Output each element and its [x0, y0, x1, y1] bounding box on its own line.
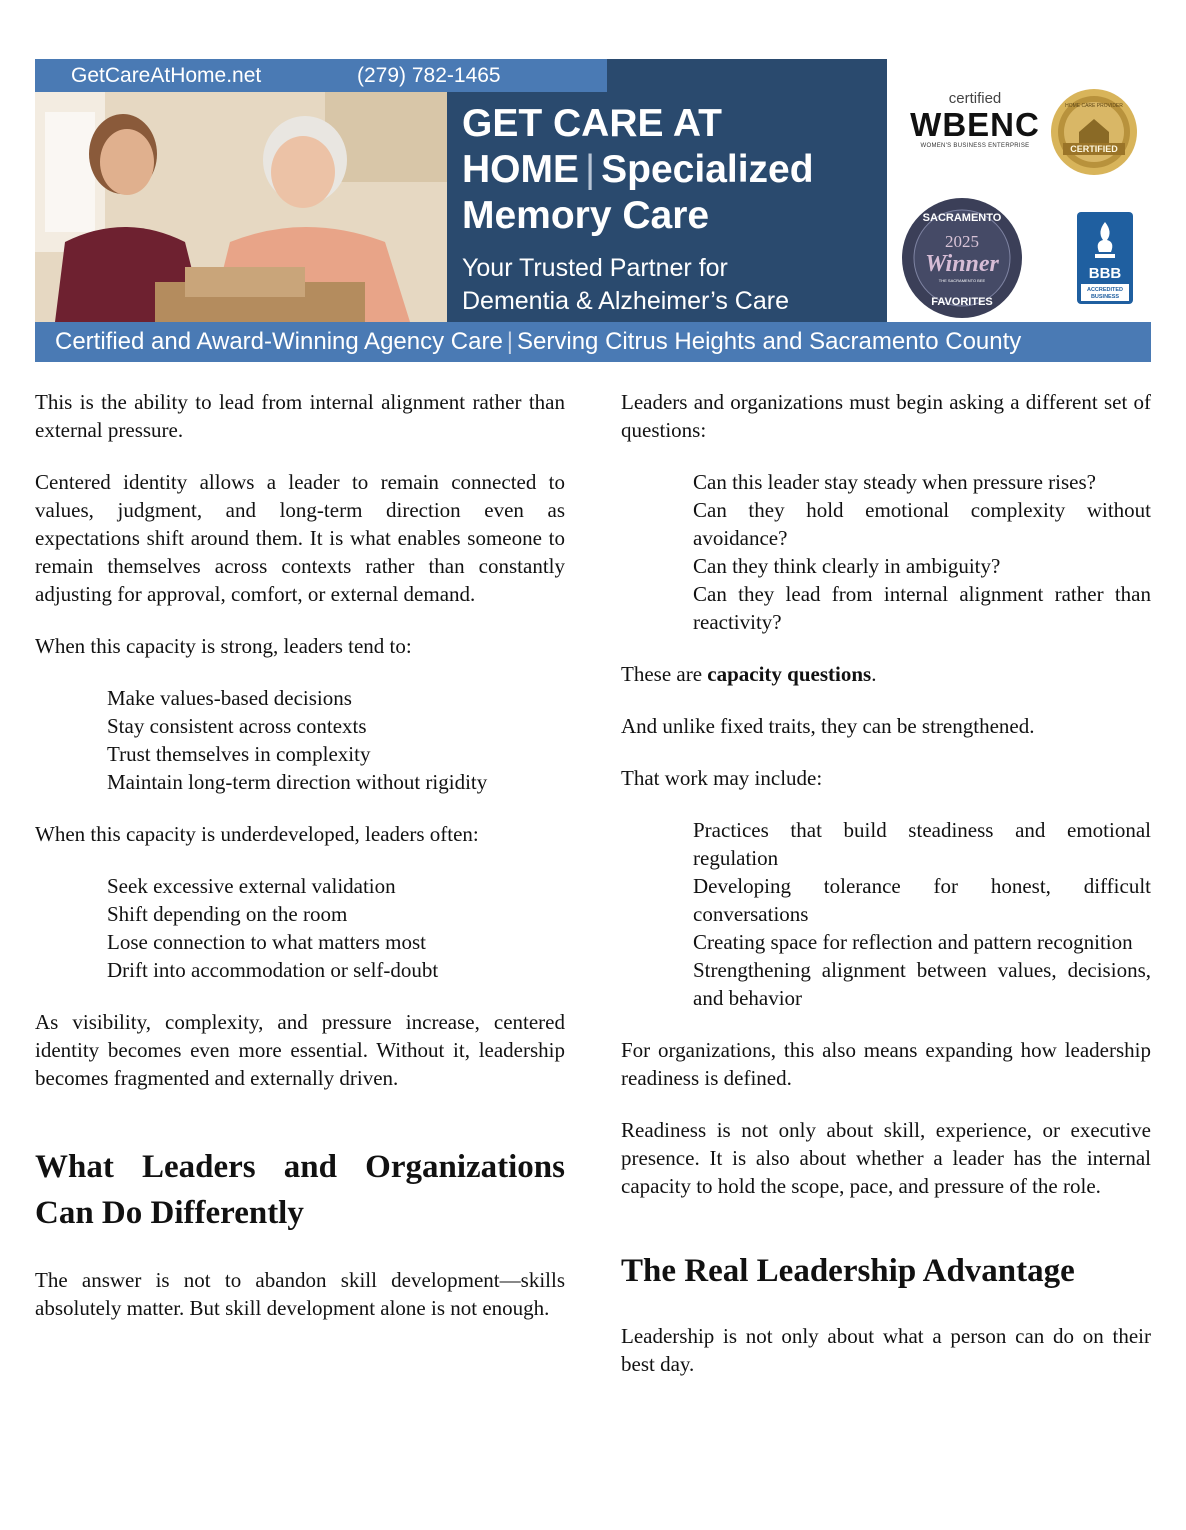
list-item: Strengthening alignment between values, decisions, and behavior: [693, 958, 1151, 1010]
left-column: [35, 388, 565, 1346]
wbenc-name: WBENC: [910, 106, 1040, 143]
seal-top-text: HOME CARE PROVIDER: [1065, 103, 1123, 109]
list-item: Can they think clearly in ambiguity?: [693, 554, 1001, 578]
section-heading-what-leaders: What Leaders and Organizations Can Do Differently: [35, 1149, 565, 1231]
right-paragraph-4: That work may include:: [621, 766, 823, 790]
list-item: Trust themselves in complexity: [107, 742, 371, 766]
headline-separator: |: [585, 148, 596, 191]
bbb-sub2: BUSINESS: [1090, 294, 1120, 300]
left-paragraph-4: When this capacity is underdeveloped, leaders often:: [35, 822, 479, 846]
weak-capacity-list: [35, 872, 565, 984]
left-paragraph-5: As visibility, complexity, and pressure increase, centered identity becomes even more essential. Without it, leadership becomes fragmented and externally driven.: [35, 1010, 565, 1090]
caregiver-photo: [35, 92, 447, 322]
headline-line-3: Memory Care: [462, 194, 710, 237]
list-item: Seek excessive external validation: [107, 874, 396, 898]
subline-2: Dementia & Alzheimer’s Care: [462, 287, 789, 315]
wbenc-badge: [905, 91, 1045, 149]
right-paragraph-6: Readiness is not only about skill, experience, or executive presence. It is also about whether a leader has the internal capacity to hold the scope, pace, and pressure of the role.: [621, 1118, 1151, 1198]
winner-word: Winner: [925, 251, 999, 277]
banner-contact-strip: [35, 59, 607, 92]
ad-banner[interactable]: [35, 59, 1151, 362]
bbb-accredited-icon: [1077, 212, 1133, 304]
left-paragraph-2: Centered identity allows a leader to remain connected to values, judgment, and long-term direction even as expectations shift around them. It is what enables someone to remain themselves across contexts rather than constantly adjusting for approval, comfort, or external demand.: [35, 470, 565, 606]
banner-badges: [887, 59, 1151, 322]
headline-line-2: [462, 147, 882, 193]
list-item: Stay consistent across contexts: [107, 714, 367, 738]
list-item: Creating space for reflection and pattern recognition: [693, 930, 1133, 954]
banner-subline: [462, 252, 882, 318]
subline-1: Your Trusted Partner for: [462, 254, 728, 282]
left-paragraph-1: This is the ability to lead from internal alignment rather than external pressure.: [35, 390, 565, 442]
list-item: Can they hold emotional complexity without avoidance?: [693, 498, 1151, 550]
list-item: Practices that build steadiness and emotional regulation: [693, 818, 1151, 870]
work-list: [621, 816, 1151, 1012]
banner-bottom-separator: |: [506, 328, 514, 355]
banner-headline: [462, 101, 882, 239]
list-item: Maintain long-term direction without rigidity: [107, 770, 488, 794]
banner-website[interactable]: GetCareAtHome.net: [71, 64, 262, 87]
list-item: Lose connection to what matters most: [107, 930, 427, 954]
strong-capacity-list: [35, 684, 565, 796]
section-heading-real-advantage: The Real Leadership Advantage: [621, 1253, 1075, 1289]
caregiver-photo-illustration: [35, 92, 447, 322]
list-item: Drift into accommodation or self-doubt: [107, 958, 439, 982]
bbb-name: BBB: [1088, 265, 1122, 282]
banner-bottom-left: Certified and Award-Winning Agency Care: [55, 328, 503, 355]
right-column: [621, 388, 1151, 1402]
list-item: Can they lead from internal alignment rather than reactivity?: [693, 582, 1151, 634]
sacramento-winner-badge-icon: [901, 197, 1023, 319]
wbenc-subtitle: WOMEN'S BUSINESS ENTERPRISE: [920, 143, 1030, 149]
list-item: Can this leader stay steady when pressure rises?: [693, 470, 1096, 494]
list-item: Make values-based decisions: [107, 686, 352, 710]
p2-prefix: These are: [621, 662, 708, 686]
winner-small-text: THE SACRAMENTO BEE: [938, 278, 986, 283]
winner-bottom-text: FAVORITES: [931, 296, 993, 308]
banner-phone[interactable]: (279) 782-1465: [357, 64, 501, 87]
right-paragraph-5: For organizations, this also means expanding how leadership readiness is defined.: [621, 1038, 1151, 1090]
winner-year: 2025: [945, 232, 979, 251]
wbenc-certified-text: certified: [948, 90, 1002, 107]
right-paragraph-1: Leaders and organizations must begin asking a different set of questions:: [621, 390, 1151, 442]
headline-home: HOME: [462, 148, 579, 191]
left-paragraph-6: The answer is not to abandon skill development—skills absolutely matter. But skill development alone is not enough.: [35, 1268, 565, 1320]
right-paragraph-7: Leadership is not only about what a person can do on their best day.: [621, 1324, 1151, 1376]
capacity-questions-list: [621, 468, 1151, 636]
list-item: Developing tolerance for honest, difficult conversations: [693, 874, 1151, 926]
headline-line-1: GET CARE AT: [462, 102, 722, 145]
right-paragraph-2: [621, 660, 1151, 688]
list-item: Shift depending on the room: [107, 902, 348, 926]
banner-main-panel: [35, 59, 887, 322]
banner-bottom-right: Serving Citrus Heights and Sacramento County: [517, 328, 1022, 355]
capacity-questions-bold: capacity questions: [707, 662, 872, 686]
certified-provider-seal-icon: [1049, 87, 1139, 177]
banner-bottom-strip: [35, 322, 1151, 362]
headline-specialized: Specialized: [601, 148, 814, 191]
left-paragraph-3: When this capacity is strong, leaders tend to:: [35, 634, 412, 658]
bbb-sub1: ACCREDITED: [1086, 287, 1124, 293]
right-paragraph-3: And unlike fixed traits, they can be strengthened.: [621, 714, 1035, 738]
seal-center-text: CERTIFIED: [1070, 144, 1118, 154]
p2-suffix: .: [871, 662, 877, 686]
winner-top-text: SACRAMENTO: [922, 212, 1002, 224]
